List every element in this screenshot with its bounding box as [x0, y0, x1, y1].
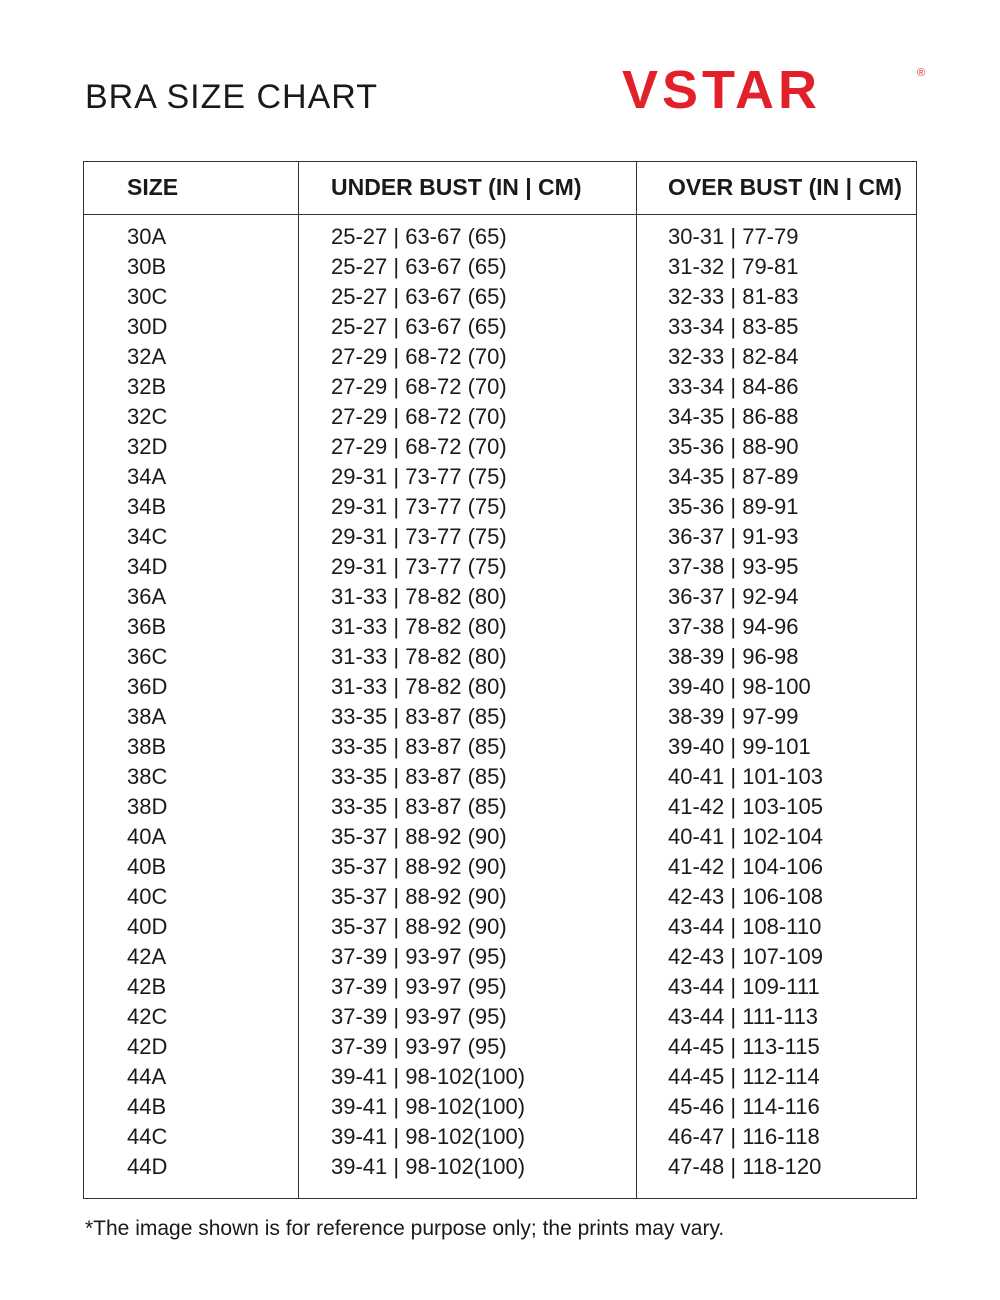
table-body: [84, 222, 916, 1182]
table-row: [84, 372, 916, 402]
brand-name: VSTAR: [622, 60, 822, 118]
under-bust-cell: 31-33 | 78-82 (80): [331, 674, 507, 699]
under-bust-cell: 25-27 | 63-67 (65): [331, 224, 507, 249]
table-row: [84, 1032, 916, 1062]
size-cell: 34D: [127, 554, 168, 579]
table-row: [84, 612, 916, 642]
table-row: [84, 852, 916, 882]
over-bust-cell: 44-45 | 113-115: [668, 1034, 820, 1059]
table-row: [84, 282, 916, 312]
over-bust-cell: 38-39 | 96-98: [668, 644, 799, 669]
table-row: [84, 1122, 916, 1152]
vstar-logo: [622, 58, 932, 118]
over-bust-cell: 32-33 | 81-83: [668, 284, 799, 309]
size-cell: 32A: [127, 344, 167, 369]
size-cell: 36C: [127, 644, 168, 669]
under-bust-cell: 39-41 | 98-102(100): [331, 1094, 526, 1119]
under-bust-cell: 37-39 | 93-97 (95): [331, 1034, 507, 1059]
over-bust-cell: 41-42 | 104-106: [668, 854, 823, 879]
size-cell: 42D: [127, 1034, 168, 1059]
size-cell: 30D: [127, 314, 168, 339]
size-cell: 36D: [127, 674, 168, 699]
size-cell: 34C: [127, 524, 168, 549]
size-cell: 44D: [127, 1154, 168, 1179]
over-bust-cell: 35-36 | 89-91: [668, 494, 799, 519]
column-header-size: SIZE: [127, 174, 179, 200]
over-bust-cell: 30-31 | 77-79: [668, 224, 799, 249]
table-row: [84, 792, 916, 822]
under-bust-cell: 27-29 | 68-72 (70): [331, 344, 507, 369]
size-cell: 32B: [127, 374, 167, 399]
table-row: [84, 912, 916, 942]
table-row: [84, 582, 916, 612]
under-bust-cell: 29-31 | 73-77 (75): [331, 494, 507, 519]
vstar-logo-graphic: [622, 58, 932, 118]
under-bust-cell: 29-31 | 73-77 (75): [331, 464, 507, 489]
size-cell: 38C: [127, 764, 168, 789]
under-bust-cell: 25-27 | 63-67 (65): [331, 314, 507, 339]
under-bust-cell: 35-37 | 88-92 (90): [331, 914, 507, 939]
table-row: [84, 672, 916, 702]
size-cell: 44C: [127, 1124, 168, 1149]
over-bust-cell: 36-37 | 92-94: [668, 584, 799, 609]
column-header-over-bust: OVER BUST (IN | CM): [668, 174, 902, 200]
table-row: [84, 222, 916, 252]
size-cell: 42C: [127, 1004, 168, 1029]
size-cell: 34A: [127, 464, 167, 489]
under-bust-cell: 37-39 | 93-97 (95): [331, 1004, 507, 1029]
over-bust-cell: 45-46 | 114-116: [668, 1094, 820, 1119]
over-bust-cell: 32-33 | 82-84: [668, 344, 799, 369]
table-row: [84, 552, 916, 582]
table-row: [84, 462, 916, 492]
footnote: *The image shown is for reference purpose only; the prints may vary.: [85, 1217, 725, 1240]
table-row: [84, 342, 916, 372]
table-row: [84, 732, 916, 762]
under-bust-cell: 33-35 | 83-87 (85): [331, 764, 507, 789]
under-bust-cell: 31-33 | 78-82 (80): [331, 614, 507, 639]
under-bust-cell: 37-39 | 93-97 (95): [331, 944, 507, 969]
size-cell: 44A: [127, 1064, 167, 1089]
table-row: [84, 1152, 916, 1182]
table-row: [84, 522, 916, 552]
over-bust-cell: 34-35 | 87-89: [668, 464, 799, 489]
over-bust-cell: 34-35 | 86-88: [668, 404, 799, 429]
size-chart-table: [83, 161, 917, 1199]
table-row: [84, 1092, 916, 1122]
size-cell: 44B: [127, 1094, 167, 1119]
size-cell: 34B: [127, 494, 167, 519]
table-row: [84, 432, 916, 462]
table-row: [84, 402, 916, 432]
page-title: BRA SIZE CHART: [85, 78, 378, 116]
over-bust-cell: 33-34 | 83-85: [668, 314, 799, 339]
over-bust-cell: 42-43 | 106-108: [668, 884, 823, 909]
under-bust-cell: 33-35 | 83-87 (85): [331, 794, 507, 819]
table-row: [84, 642, 916, 672]
column-header-under-bust: UNDER BUST (IN | CM): [331, 174, 582, 200]
size-cell: 40C: [127, 884, 168, 909]
size-cell: 42B: [127, 974, 167, 999]
over-bust-cell: 40-41 | 102-104: [668, 824, 823, 849]
under-bust-cell: 39-41 | 98-102(100): [331, 1154, 526, 1179]
over-bust-cell: 40-41 | 101-103: [668, 764, 823, 789]
table-row: [84, 702, 916, 732]
over-bust-cell: 43-44 | 108-110: [668, 914, 822, 939]
registered-mark: ®: [917, 67, 926, 79]
under-bust-cell: 37-39 | 93-97 (95): [331, 974, 507, 999]
table-row: [84, 312, 916, 342]
size-cell: 38D: [127, 794, 168, 819]
under-bust-cell: 35-37 | 88-92 (90): [331, 824, 507, 849]
over-bust-cell: 33-34 | 84-86: [668, 374, 799, 399]
under-bust-cell: 27-29 | 68-72 (70): [331, 404, 507, 429]
over-bust-cell: 37-38 | 93-95: [668, 554, 799, 579]
under-bust-cell: 31-33 | 78-82 (80): [331, 584, 507, 609]
under-bust-cell: 27-29 | 68-72 (70): [331, 434, 507, 459]
over-bust-cell: 35-36 | 88-90: [668, 434, 799, 459]
under-bust-cell: 35-37 | 88-92 (90): [331, 854, 507, 879]
under-bust-cell: 31-33 | 78-82 (80): [331, 644, 507, 669]
over-bust-cell: 43-44 | 111-113: [668, 1004, 819, 1029]
table-row: [84, 252, 916, 282]
over-bust-cell: 36-37 | 91-93: [668, 524, 799, 549]
size-cell: 32C: [127, 404, 168, 429]
table-row: [84, 492, 916, 522]
over-bust-cell: 31-32 | 79-81: [668, 254, 799, 279]
table-row: [84, 1002, 916, 1032]
over-bust-cell: 41-42 | 103-105: [668, 794, 823, 819]
under-bust-cell: 29-31 | 73-77 (75): [331, 554, 507, 579]
over-bust-cell: 47-48 | 118-120: [668, 1154, 822, 1179]
over-bust-cell: 43-44 | 109-111: [668, 974, 820, 999]
over-bust-cell: 44-45 | 112-114: [668, 1064, 820, 1089]
under-bust-cell: 39-41 | 98-102(100): [331, 1064, 526, 1089]
under-bust-cell: 33-35 | 83-87 (85): [331, 704, 507, 729]
size-cell: 40B: [127, 854, 167, 879]
table-row: [84, 822, 916, 852]
under-bust-cell: 25-27 | 63-67 (65): [331, 284, 507, 309]
size-cell: 38B: [127, 734, 167, 759]
over-bust-cell: 46-47 | 116-118: [668, 1124, 820, 1149]
size-cell: 36B: [127, 614, 167, 639]
over-bust-cell: 39-40 | 99-101: [668, 734, 811, 759]
table-row: [84, 972, 916, 1002]
header-divider: [84, 214, 916, 215]
under-bust-cell: 35-37 | 88-92 (90): [331, 884, 507, 909]
size-cell: 38A: [127, 704, 167, 729]
over-bust-cell: 38-39 | 97-99: [668, 704, 799, 729]
size-cell: 40A: [127, 824, 167, 849]
size-cell: 42A: [127, 944, 167, 969]
under-bust-cell: 29-31 | 73-77 (75): [331, 524, 507, 549]
table-row: [84, 1062, 916, 1092]
table-row: [84, 942, 916, 972]
size-cell: 40D: [127, 914, 168, 939]
under-bust-cell: 33-35 | 83-87 (85): [331, 734, 507, 759]
under-bust-cell: 25-27 | 63-67 (65): [331, 254, 507, 279]
over-bust-cell: 39-40 | 98-100: [668, 674, 811, 699]
size-cell: 30A: [127, 224, 167, 249]
size-cell: 32D: [127, 434, 168, 459]
over-bust-cell: 37-38 | 94-96: [668, 614, 799, 639]
table-row: [84, 762, 916, 792]
over-bust-cell: 42-43 | 107-109: [668, 944, 823, 969]
size-cell: 36A: [127, 584, 167, 609]
table-row: [84, 882, 916, 912]
under-bust-cell: 27-29 | 68-72 (70): [331, 374, 507, 399]
size-cell: 30C: [127, 284, 168, 309]
under-bust-cell: 39-41 | 98-102(100): [331, 1124, 526, 1149]
size-cell: 30B: [127, 254, 167, 279]
